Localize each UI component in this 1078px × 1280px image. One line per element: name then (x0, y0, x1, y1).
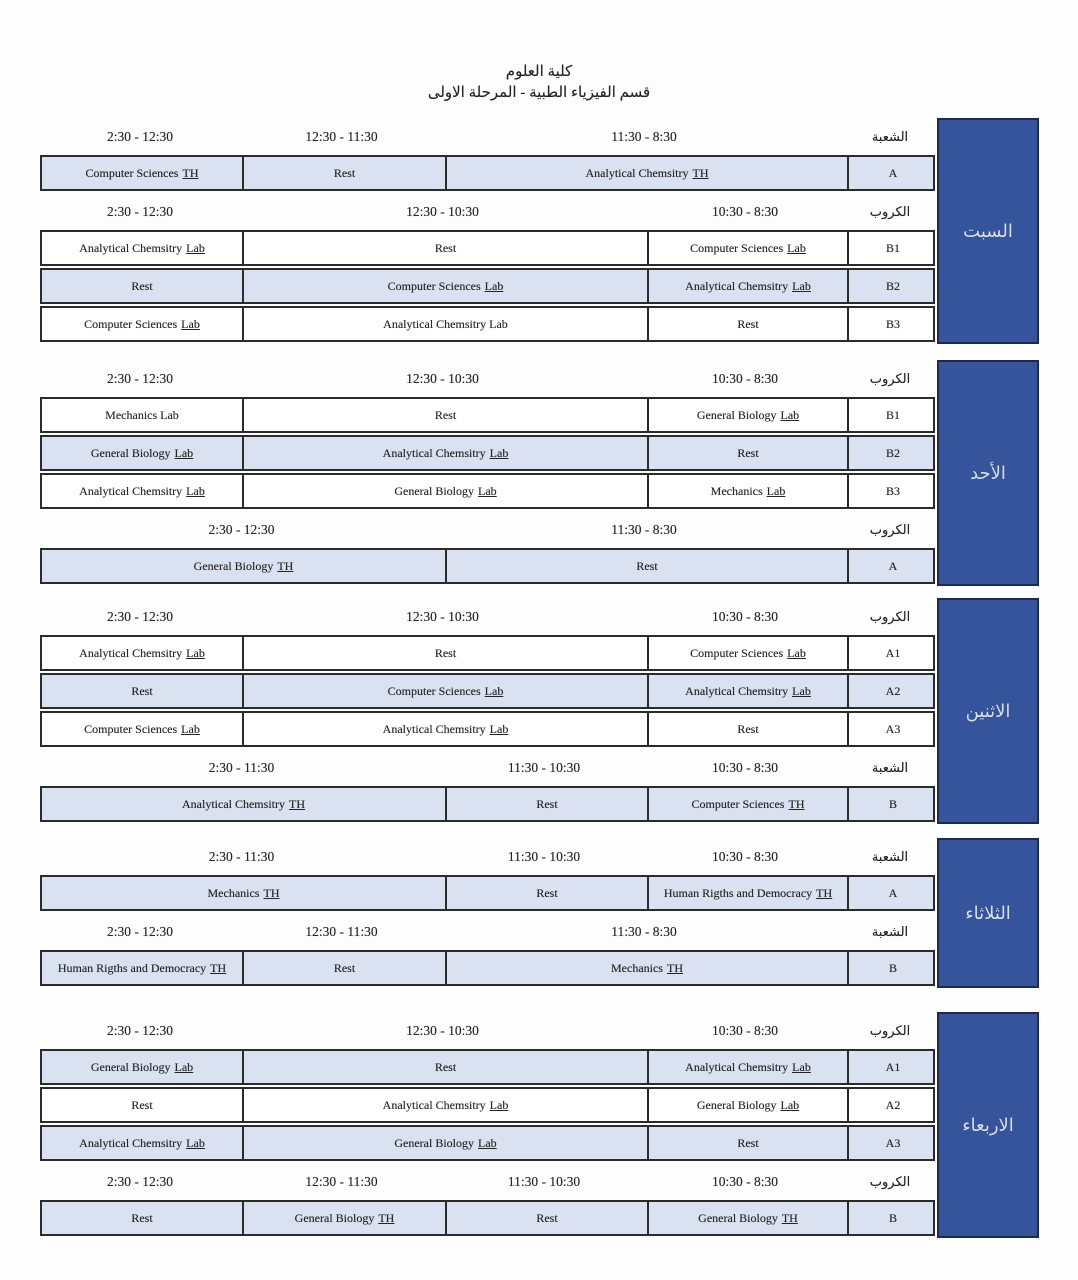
course-type-label: Lab (787, 645, 806, 660)
group-cell: B1 (847, 232, 937, 264)
class-row (40, 435, 935, 471)
course-label: Rest (131, 1097, 153, 1112)
course-label: Computer Sciences (85, 165, 179, 180)
time-header-cell: 2:30 - 12:30 (107, 370, 173, 386)
course-label: Computer Sciences (690, 240, 784, 255)
course-type-label: Lab (792, 1059, 811, 1074)
time-header-row (40, 1012, 935, 1049)
time-header-cell: 2:30 - 11:30 (208, 759, 275, 775)
course-label: Analytical Chemsitry Lab (383, 316, 508, 331)
course-type-label: Lab (478, 1135, 497, 1150)
time-header-cell: 11:30 - 8:30 (611, 923, 677, 939)
time-header-cell: 2:30 - 12:30 (107, 923, 173, 939)
course-type-label: Lab (478, 483, 497, 498)
class-row (40, 548, 935, 584)
class-cell (42, 1089, 242, 1121)
course-label: Rest (131, 1210, 153, 1225)
class-cell (647, 232, 847, 264)
course-label: Human Rigths and Democracy (663, 885, 813, 900)
course-type-label: Lab (780, 407, 800, 422)
department-stage-title: قسم الفيزياء الطبية - المرحلة الاولى (427, 85, 651, 101)
day-label: الأحد (937, 360, 1039, 586)
course-type-label: Lab (174, 1059, 194, 1074)
time-header-row (40, 193, 935, 230)
class-cell (647, 637, 847, 669)
course-type-label: Lab (181, 721, 200, 736)
course-label: Analytical Chemsitry (79, 483, 183, 498)
course-type-label: TH (378, 1210, 395, 1225)
time-header-cell: 12:30 - 11:30 (305, 128, 378, 144)
time-header-cell: 10:30 - 8:30 (712, 203, 778, 219)
course-label: General Biology (698, 1210, 778, 1225)
class-cell (42, 713, 242, 745)
course-type-label: TH (666, 960, 683, 975)
course-label: Computer Sciences (691, 796, 785, 811)
class-cell (445, 788, 647, 820)
class-cell (42, 877, 445, 909)
course-label: Computer Sciences (84, 721, 178, 736)
group-cell: A2 (847, 675, 937, 707)
course-label: General Biology (90, 445, 171, 460)
time-header-cell: 2:30 - 12:30 (107, 1173, 173, 1189)
course-label: Mechanics Lab (105, 407, 179, 422)
class-row (40, 230, 935, 266)
time-header-cell: 2:30 - 11:30 (208, 848, 275, 864)
time-header-cell: 11:30 - 8:30 (611, 521, 677, 537)
group-cell: B (847, 1202, 937, 1234)
class-cell (647, 877, 847, 909)
class-cell (42, 952, 242, 984)
class-cell (242, 399, 647, 431)
class-row (40, 1125, 935, 1161)
course-type-label: Lab (186, 645, 205, 660)
course-label: Rest (737, 1135, 759, 1150)
class-cell (647, 1051, 847, 1083)
day-section (40, 360, 1039, 586)
class-cell (42, 1127, 242, 1159)
group-cell: A3 (847, 1127, 937, 1159)
class-cell (242, 1051, 647, 1083)
class-cell (242, 1089, 647, 1121)
course-type-label: Lab (186, 483, 205, 498)
course-type-label: Lab (780, 1097, 800, 1112)
class-cell (42, 675, 242, 707)
group-cell: B (847, 788, 937, 820)
time-header-cell: 12:30 - 10:30 (406, 370, 479, 386)
class-cell (242, 952, 445, 984)
time-header-cell: 2:30 - 12:30 (107, 203, 173, 219)
course-label: Rest (131, 683, 153, 698)
course-label: Analytical Chemsitry (79, 240, 183, 255)
day-timetable (40, 1012, 935, 1238)
class-cell (647, 437, 847, 469)
class-cell (242, 308, 647, 340)
day-section (40, 1012, 1039, 1238)
class-cell (42, 637, 242, 669)
course-label: Rest (536, 885, 558, 900)
course-type-label: TH (210, 960, 227, 975)
time-header-row (40, 118, 935, 155)
time-header-cell: 10:30 - 8:30 (712, 759, 778, 775)
course-label: General Biology (90, 1059, 171, 1074)
class-cell (445, 952, 847, 984)
class-row (40, 397, 935, 433)
class-row (40, 473, 935, 509)
course-type-label: TH (277, 558, 294, 573)
course-label: Rest (434, 645, 457, 660)
class-cell (42, 437, 242, 469)
class-cell (647, 1127, 847, 1159)
course-label: Analytical Chemsitry (685, 1059, 789, 1074)
course-label: Rest (737, 445, 759, 460)
time-header-cell: 12:30 - 10:30 (406, 203, 479, 219)
class-row (40, 1087, 935, 1123)
group-cell: B2 (847, 270, 937, 302)
group-column-header: الشعبة (871, 759, 909, 775)
time-header-cell: 10:30 - 8:30 (712, 370, 778, 386)
course-type-label: Lab (766, 483, 786, 498)
group-column-header: الشعبة (871, 923, 909, 939)
time-header-cell: 2:30 - 12:30 (107, 1022, 173, 1038)
class-cell (445, 550, 847, 582)
group-column-header: الشعبة (871, 128, 909, 144)
class-cell (647, 308, 847, 340)
course-type-label: Lab (792, 278, 811, 293)
class-cell (42, 232, 242, 264)
time-header-cell: 10:30 - 8:30 (712, 1173, 778, 1189)
course-label: Mechanics (207, 885, 260, 900)
time-header-cell: 12:30 - 10:30 (406, 608, 479, 624)
group-cell: A1 (847, 637, 937, 669)
course-type-label: Lab (489, 1097, 509, 1112)
class-cell (242, 675, 647, 707)
course-label: Rest (434, 407, 457, 422)
class-cell (242, 475, 647, 507)
course-label: General Biology (696, 407, 777, 422)
class-row (40, 1049, 935, 1085)
course-type-label: TH (288, 796, 305, 811)
group-cell: B3 (847, 475, 937, 507)
course-type-label: Lab (181, 316, 200, 331)
group-column-header: الشعبة (871, 848, 909, 864)
group-column-header: الكروب (869, 203, 911, 219)
time-header-row (40, 749, 935, 786)
time-header-cell: 2:30 - 12:30 (208, 521, 275, 537)
course-label: Rest (737, 316, 759, 331)
time-header-cell: 10:30 - 8:30 (712, 1022, 778, 1038)
class-row (40, 155, 935, 191)
class-cell (42, 157, 242, 189)
course-label: Analytical Chemsitry (585, 165, 689, 180)
day-section (40, 838, 1039, 988)
course-label: Computer Sciences (84, 316, 178, 331)
course-label: Mechanics (611, 960, 663, 975)
class-cell (445, 877, 647, 909)
group-cell: A2 (847, 1089, 937, 1121)
class-cell (242, 713, 647, 745)
course-label: Rest (536, 1210, 558, 1225)
time-header-cell: 2:30 - 12:30 (107, 128, 173, 144)
class-cell (42, 270, 242, 302)
course-label: Mechanics (710, 483, 763, 498)
class-cell (242, 437, 647, 469)
course-type-label: Lab (489, 721, 509, 736)
group-column-header: الكروب (869, 521, 911, 537)
class-cell (647, 475, 847, 507)
group-cell: A1 (847, 1051, 937, 1083)
time-header-cell: 12:30 - 10:30 (406, 1022, 479, 1038)
group-cell: A (847, 550, 937, 582)
class-row (40, 786, 935, 822)
course-type-label: Lab (484, 683, 504, 698)
course-type-label: Lab (174, 445, 194, 460)
class-cell (42, 1051, 242, 1083)
time-header-row (40, 511, 935, 548)
course-label: General Biology (394, 1135, 474, 1150)
group-cell: B2 (847, 437, 937, 469)
course-label: Analytical Chemsitry (79, 645, 183, 660)
time-header-cell: 11:30 - 10:30 (507, 1173, 581, 1189)
class-cell (242, 270, 647, 302)
class-cell (647, 399, 847, 431)
time-header-row (40, 360, 935, 397)
course-type-label: TH (692, 165, 709, 180)
course-label: General Biology (394, 483, 474, 498)
time-header-row (40, 1163, 935, 1200)
course-label: Rest (434, 240, 457, 255)
course-label: Rest (636, 558, 658, 573)
class-cell (42, 550, 445, 582)
class-cell (42, 399, 242, 431)
class-cell (445, 1202, 647, 1234)
time-header-cell: 12:30 - 11:30 (305, 923, 378, 939)
course-label: Rest (131, 278, 153, 293)
course-label: Analytical Chemsitry (182, 796, 285, 811)
time-header-row (40, 913, 935, 950)
class-row (40, 1200, 935, 1236)
time-header-row (40, 838, 935, 875)
class-cell (42, 1202, 242, 1234)
time-header-cell: 10:30 - 8:30 (712, 608, 778, 624)
class-cell (647, 1089, 847, 1121)
course-label: Rest (737, 721, 759, 736)
day-timetable (40, 360, 935, 586)
course-label: Rest (434, 1059, 457, 1074)
class-cell (647, 270, 847, 302)
class-row (40, 268, 935, 304)
class-cell (242, 157, 445, 189)
class-cell (42, 788, 445, 820)
day-timetable (40, 118, 935, 344)
group-column-header: الكروب (869, 608, 911, 624)
class-row (40, 635, 935, 671)
course-label: Analytical Chemsitry (382, 445, 486, 460)
class-cell (42, 475, 242, 507)
group-cell: A (847, 157, 937, 189)
time-header-row (40, 598, 935, 635)
class-cell (242, 1202, 445, 1234)
class-cell (647, 788, 847, 820)
day-label: الاثنين (937, 598, 1039, 824)
course-type-label: TH (816, 885, 833, 900)
course-label: General Biology (193, 558, 274, 573)
course-label: Computer Sciences (690, 645, 784, 660)
course-label: Analytical Chemsitry (382, 721, 486, 736)
class-cell (647, 675, 847, 707)
course-type-label: Lab (489, 445, 509, 460)
day-timetable (40, 838, 935, 988)
course-type-label: Lab (787, 240, 806, 255)
course-label: General Biology (294, 1210, 375, 1225)
group-cell: A3 (847, 713, 937, 745)
course-type-label: Lab (186, 1135, 205, 1150)
day-section (40, 118, 1039, 344)
document-header (0, 62, 1078, 104)
group-cell: B (847, 952, 937, 984)
day-label: الاربعاء (937, 1012, 1039, 1238)
course-type-label: Lab (484, 278, 504, 293)
class-cell (42, 308, 242, 340)
class-cell (242, 232, 647, 264)
time-header-cell: 2:30 - 12:30 (107, 608, 173, 624)
course-type-label: Lab (792, 683, 811, 698)
day-label: الثلاثاء (937, 838, 1039, 988)
course-label: General Biology (696, 1097, 777, 1112)
course-type-label: TH (182, 165, 199, 180)
class-cell (242, 1127, 647, 1159)
course-type-label: TH (788, 796, 805, 811)
course-type-label: Lab (186, 240, 205, 255)
time-header-cell: 11:30 - 8:30 (611, 128, 677, 144)
class-row (40, 673, 935, 709)
class-cell (242, 637, 647, 669)
time-header-cell: 12:30 - 11:30 (305, 1173, 378, 1189)
class-row (40, 950, 935, 986)
time-header-cell: 10:30 - 8:30 (712, 848, 778, 864)
time-header-cell: 11:30 - 10:30 (507, 759, 581, 775)
day-label: السبت (937, 118, 1039, 344)
class-cell (647, 1202, 847, 1234)
group-cell: B1 (847, 399, 937, 431)
course-label: Human Rigths and Democracy (57, 960, 207, 975)
course-label: Rest (333, 960, 356, 975)
class-cell (445, 157, 847, 189)
course-label: Computer Sciences (387, 683, 481, 698)
day-section (40, 598, 1039, 824)
course-label: Analytical Chemsitry (685, 278, 789, 293)
course-label: Analytical Chemsitry (79, 1135, 183, 1150)
group-cell: B3 (847, 308, 937, 340)
group-column-header: الكروب (869, 1173, 911, 1189)
course-label: Analytical Chemsitry (685, 683, 789, 698)
course-type-label: TH (263, 885, 280, 900)
class-row (40, 711, 935, 747)
group-column-header: الكروب (869, 370, 911, 386)
course-label: Computer Sciences (387, 278, 481, 293)
course-label: Analytical Chemsitry (382, 1097, 486, 1112)
class-cell (647, 713, 847, 745)
college-title: كلية العلوم (505, 64, 573, 80)
class-row (40, 306, 935, 342)
group-cell: A (847, 877, 937, 909)
class-row (40, 875, 935, 911)
group-column-header: الكروب (869, 1022, 911, 1038)
time-header-cell: 11:30 - 10:30 (507, 848, 581, 864)
course-label: Rest (333, 165, 356, 180)
day-timetable (40, 598, 935, 824)
course-type-label: TH (781, 1210, 798, 1225)
course-label: Rest (536, 796, 558, 811)
